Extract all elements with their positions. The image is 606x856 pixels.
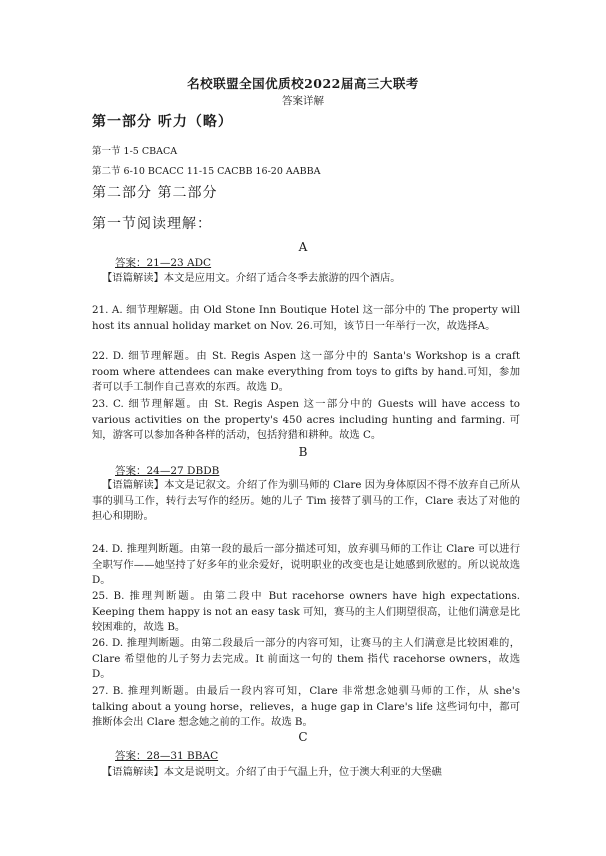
passage-c-intro: 【语篇解读】本文是说明文。介绍了由于气温上升，位于澳大利亚的大堡礁 [102, 766, 442, 778]
page-title: 名校联盟全国优质校2022届高三大联考 [187, 76, 419, 91]
passage-c-letter: C [298, 730, 308, 744]
passage-b-intro: 【语篇解读】本文是记叙文。介绍了作为驯马师的 Clare 因为身体原因不得不放弃自己所从事的驯马工作，转行去写作的经历。她的儿子 Tim 接替了驯马的工作，Clare 表达了对他的担心和期盼。 [92, 479, 520, 523]
passage-a-letter: A [298, 240, 308, 254]
passage-b-letter: B [298, 445, 308, 459]
question-22: 22. D. 细节理解题。由 St. Regis Aspen 这一部分中的 Santa's Workshop is a craft room where attendees can make everything from toys to gifts by hand.可知，参加者可以手工制作自己喜欢的东西。故选 D。 [92, 350, 520, 394]
part1-heading: 第一部分 听力（略） [92, 114, 233, 130]
reading-heading: 第一节阅读理解： [92, 216, 212, 232]
passage-c-answer: 答案：28—31 BBAC [115, 750, 219, 762]
question-25: 25. B. 推理判断题。由第二段中 But racehorse owners have high expectations. Keeping them happy is not an easy task 可知，赛马的主人们期望很高，让他们满意是比较困难的，故选 B。 [92, 590, 520, 634]
part1-section1: 第一节 1-5 CBACA [92, 146, 178, 157]
part2-heading: 第二部分 第二部分 [92, 185, 218, 201]
passage-a-intro: 【语篇解读】本文是应用文。介绍了适合冬季去旅游的四个酒店。 [102, 272, 401, 284]
passage-b-answer: 答案：24—27 DBDB [115, 465, 220, 477]
question-24: 24. D. 推理判断题。由第一段的最后一部分描述可知，放弃驯马师的工作让 Clare 可以进行全职写作——她坚持了好多年的业余爱好，说明职业的改变也是让她感到欣慰的。所以说故选 D。 [92, 543, 520, 587]
question-27: 27. B. 推理判断题。由最后一段内容可知，Clare 非常想念她驯马师的工作，从 she's talking about a young horse，relieves，a huge gap in Clare's life 这些词句中，都可推断体会出 Clare 想念她之前的工作。故选 B。 [92, 685, 520, 729]
question-23: 23. C. 细节理解题。由 St. Regis Aspen 这一部分中的 Guests will have access to various activities on the property's 450 acres including hunting and farming. 可知，游客可以参加各种各样的活动，包括狩猎和耕种。故选 C。 [92, 398, 520, 442]
page-subtitle: 答案详解 [282, 95, 324, 107]
passage-a-answer: 答案：21—23 ADC [115, 257, 212, 269]
part1-section2: 第二节 6-10 BCACC 11-15 CACBB 16-20 AABBA [92, 166, 321, 177]
question-26: 26. D. 推理判断题。由第二段最后一部分的内容可知，让赛马的主人们满意是比较困难的，Clare 希望他的儿子努力去完成。It 前面这一句的 them 指代 racehorse owners，故选 D。 [92, 637, 520, 681]
question-21: 21. A. 细节理解题。由 Old Stone Inn Boutique Hotel 这一部分中的 The property will host its annual holiday market on Nov. 26.可知，该节日一年举行一次，故选择A。 [92, 304, 520, 332]
